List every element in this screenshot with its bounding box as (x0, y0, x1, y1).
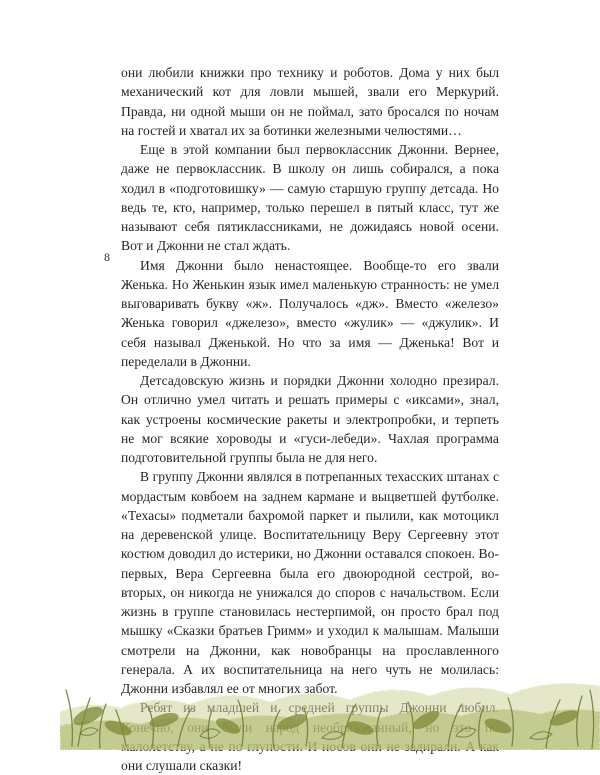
paragraph-2: Еще в этой компании был первоклассник Джонни. Вернее, даже не первоклассник. В школу он лишь собирался, а пока ходил в «подготовишку» — самую старшую группу детсада. Но ведь те, кто, например, только перешел в пятый класс, тут же называют себя пятиклассниками, не дожидаясь новой осени. Вот и Джонни не стал ждать. (121, 142, 499, 254)
paragraph-1: они любили книжки про технику и роботов. Дома у них был механический кот для ловли мышей, звали его Меркурий. Правда, ни одной мыши он не поймал, зато бросался по ночам на гостей и хватал их за ботинки железными челюстями… (121, 65, 499, 138)
grass-illustration (60, 616, 600, 750)
paragraph-4: Детсадовскую жизнь и порядки Джонни холодно презирал. Он отлично умел читать и решать примеры с «иксами», знал, как устроены космические ракеты и электропробки, и терпеть не мог всякие хороводы и «гуси-лебеди». Чахлая программа подготовительной группы была не для него. (121, 373, 499, 465)
paragraph-5: В группу Джонни являлся в потрепанных техасских штанах с мордастым ковбоем на заднем кармане и выцветшей футболке. «Техасы» подметали бахромой паркет и пылили, как мотоцикл на деревенской улице. Воспитательницу Веру Сергеевну этот костюм доводил до истерики, но Джонни оставался спокоен. Во-первых, Вера Сергеевна была его двоюродной сестрой, во-вторых, он никогда не унижался до споров с начальством. Если жизнь в группе становилась нестерпимой, он просто брал под мышку «Сказки братьев Гримм» и уходил к малышам. Малыши смотрели на Джонни, как новобранцы на прославленного генерала. А их воспитательница на него чуть не молилась: Джонни избавлял ее от многих забот. (121, 469, 499, 696)
page-number: 8 (104, 250, 110, 264)
paragraph-6: они слушали сказки! (121, 758, 243, 773)
paragraph-3: Имя Джонни было ненастоящее. Вообще-то его звали Женька. Но Женькин язык имел маленькую странность: не умел выговаривать букву «ж». Получалось «дж». Вместо «железо» Женька говорил «джелезо», вместо «жулик» — «джулик». И себя называл Дженькой. Но что за имя — Дженька! Вот и переделали в Джонни. (121, 257, 499, 369)
